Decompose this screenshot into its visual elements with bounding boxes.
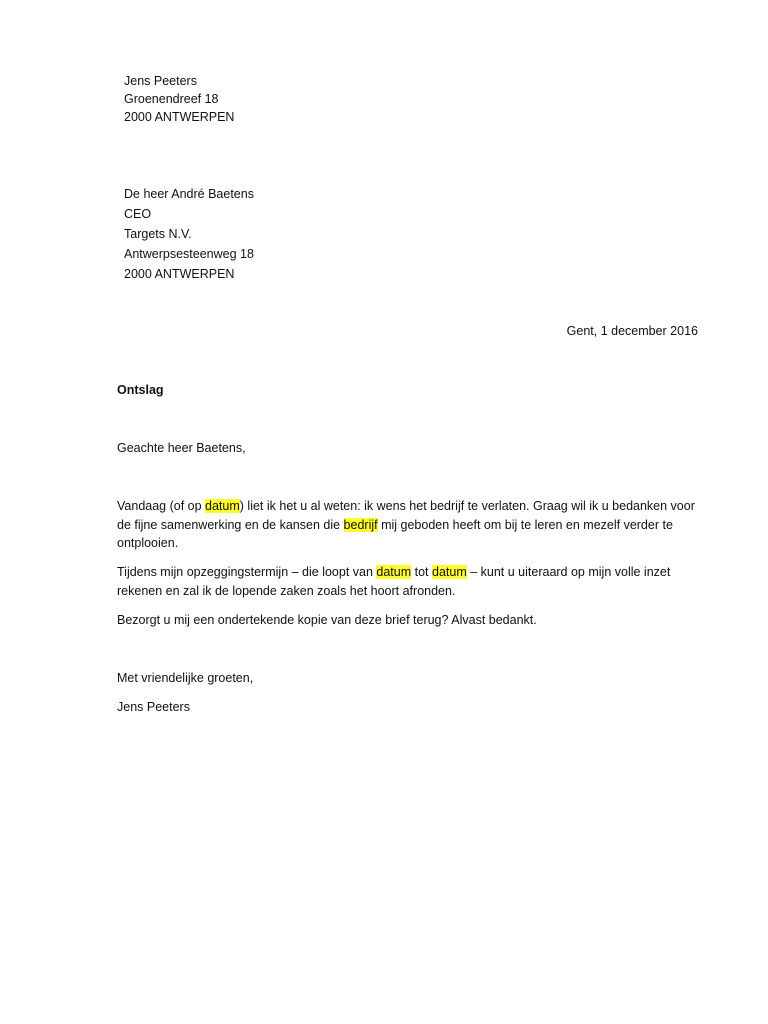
- closing: Met vriendelijke groeten,: [117, 671, 254, 685]
- p1-text-3: mij geboden heeft om bij te leren en mezelf verder te ontplooien.: [117, 517, 673, 550]
- sender-name: Jens Peeters: [124, 74, 197, 88]
- body-paragraph-1: [117, 497, 707, 553]
- signature-name: Jens Peeters: [117, 700, 190, 714]
- recipient-street: Antwerpsesteenweg 18: [124, 247, 254, 261]
- place-date: Gent, 1 december 2016: [566, 324, 698, 338]
- body-paragraph-2: [117, 563, 707, 600]
- recipient-company: Targets N.V.: [124, 227, 192, 241]
- p2-text-2: tot: [411, 565, 432, 579]
- recipient-name: De heer André Baetens: [124, 187, 254, 201]
- p2-highlight-datum-start: datum: [376, 565, 412, 579]
- p1-highlight-datum: datum: [205, 499, 240, 513]
- p1-text-2: ) liet ik het u al weten: ik wens het bedrijf te verlaten. Graag wil ik u bedanken voor de fijne samenwerking en de kansen die: [117, 499, 695, 532]
- sender-city: 2000 ANTWERPEN: [124, 110, 235, 124]
- salutation: Geachte heer Baetens,: [117, 441, 246, 455]
- subject: Ontslag: [117, 383, 164, 397]
- p1-text-1: Vandaag (of op: [117, 499, 206, 513]
- p2-highlight-datum-end: datum: [432, 565, 467, 579]
- p2-text-3: – kunt u uiteraard op mijn volle inzet rekenen en zal ik de lopende zaken zoals het hoort afronden.: [117, 565, 671, 598]
- p1-highlight-bedrijf: bedrijf: [343, 517, 378, 532]
- recipient-title: CEO: [124, 207, 152, 221]
- body-paragraph-3: Bezorgt u mij een ondertekende kopie van deze brief terug? Alvast bedankt.: [117, 613, 537, 627]
- sender-street: Groenendreef 18: [124, 92, 219, 106]
- recipient-city: 2000 ANTWERPEN: [124, 267, 235, 281]
- p2-text-1: Tijdens mijn opzeggingstermijn – die loopt van: [117, 565, 377, 579]
